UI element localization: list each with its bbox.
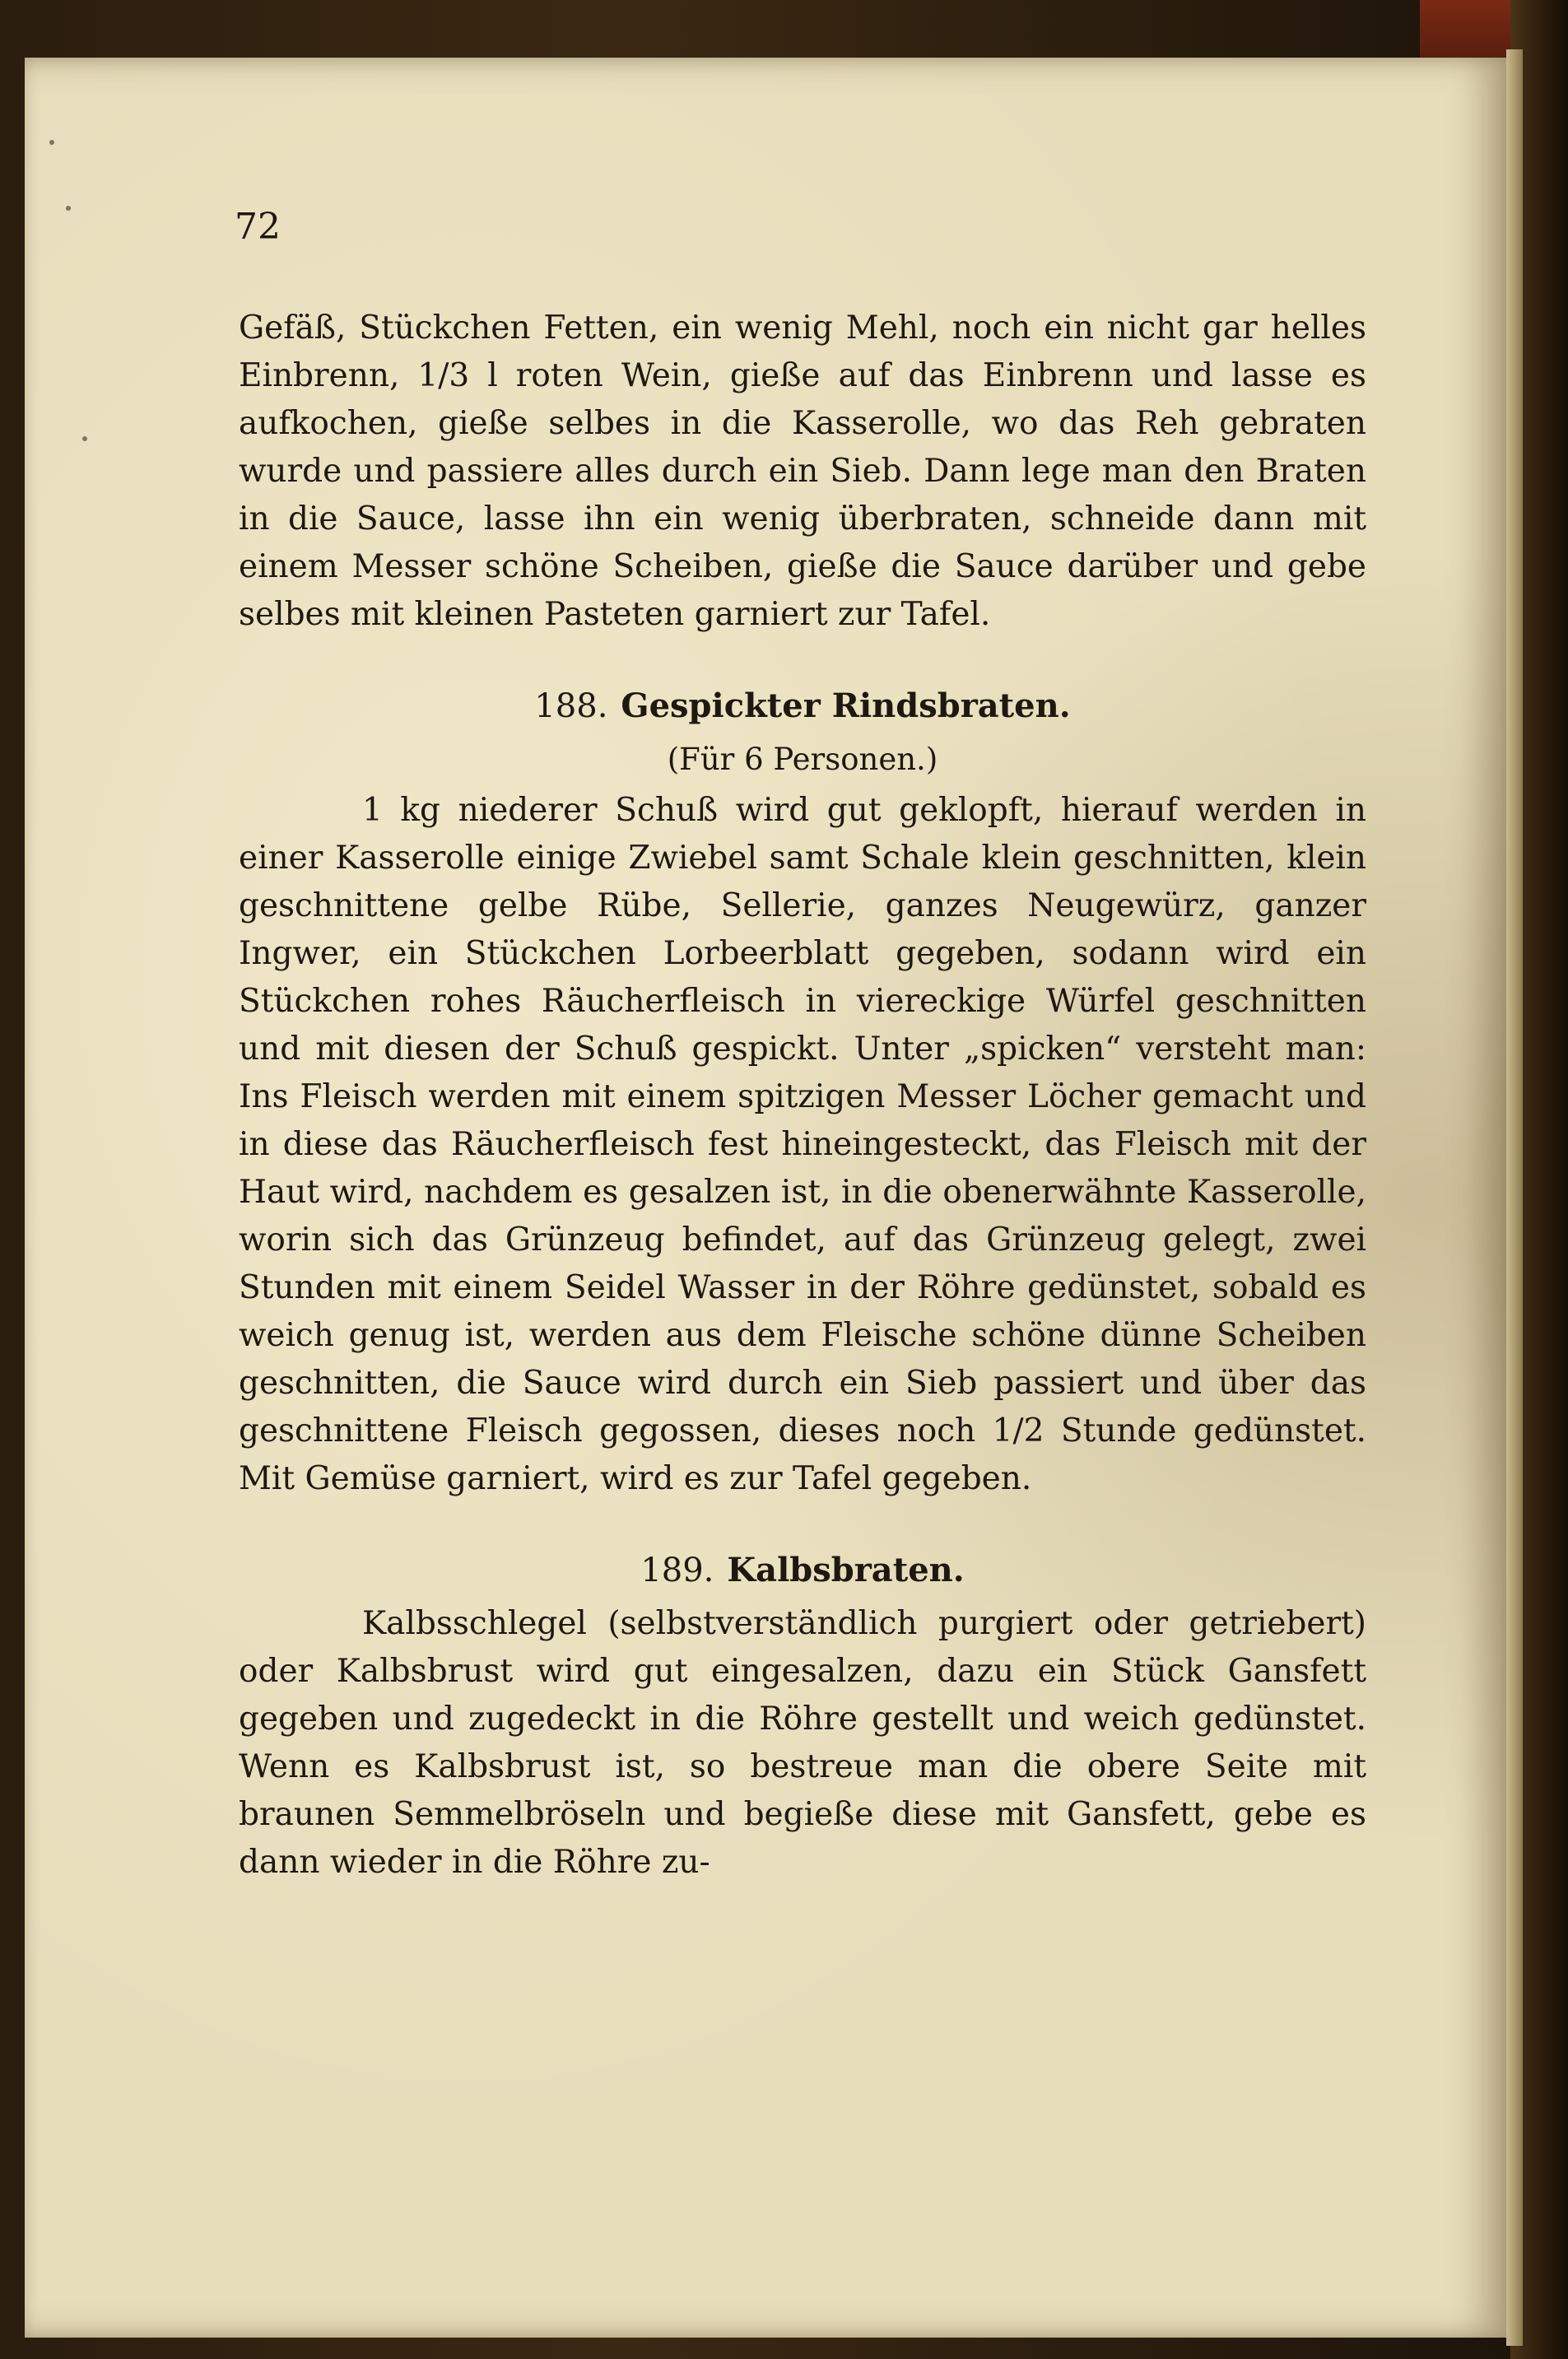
page-edge: [1506, 49, 1523, 2346]
page-text: [239, 305, 1366, 1887]
recipe-title: Kalbsbraten.: [727, 1551, 965, 1589]
paper-fleck: [49, 140, 54, 145]
recipe-heading-188: [239, 682, 1366, 731]
recipe-servings: (Für 6 Personen.): [667, 742, 938, 777]
page-number: 72: [235, 206, 281, 248]
recipe-heading-189: [239, 1546, 1366, 1595]
recipe-number: 188.: [534, 687, 608, 725]
recipe-number: 189.: [640, 1552, 714, 1589]
paper-fleck: [82, 436, 87, 441]
paragraph-continuation: Gefäß, Stückchen Fetten, ein wenig Mehl, noch ein nicht gar helles Einbrenn, 1/3 l roten Wein, gieße auf das Einbrenn und lasse es aufkochen, gieße selbes in die Kasserolle, wo das Reh gebraten wurde und passiere alles durch ein Sieb. Dann lege man den Braten in die Sauce, lasse ihn ein wenig überbraten, schneide dann mit einem Messer schöne Scheiben, gieße die Sauce darüber und gebe selbes mit kleinen Pasteten garniert zur Tafel.: [239, 309, 1366, 633]
paper-fleck: [66, 206, 71, 211]
recipe-text-189: Kalbsschlegel (selbstverständlich purgiert oder getriebert) oder Kalbsbrust wird gut eingesalzen, dazu ein Stück Gansfett gegeben und zugedeckt in die Röhre gestellt und weich gedünstet. Wenn es Kalbsbrust ist, so bestreue man die obere Seite mit braunen Semmelbröseln und begieße diese mit Gansfett, gebe es dann wieder in die Röhre zu-: [239, 1605, 1366, 1881]
recipe-text-188: 1 kg niederer Schuß wird gut geklopft, hierauf werden in einer Kasserolle einige Zwiebel samt Schale klein geschnitten, klein geschnittene gelbe Rübe, Sellerie, ganzes Neugewürz, ganzer Ingwer, ein Stückchen Lorbeerblatt gegeben, sodann wird ein Stückchen rohes Räucherfleisch in viereckige Würfel geschnitten und mit diesen der Schuß gespickt. Unter „spicken“ versteht man: Ins Fleisch werden mit einem spitzigen Messer Löcher gemacht und in diese das Räucherfleisch fest hineingesteckt, das Fleisch mit der Haut wird, nachdem es gesalzen ist, in die obenerwähnte Kasserolle, worin sich das Grünzeug befindet, auf das Grünzeug gelegt, zwei Stunden mit einem Seidel Wasser in der Röhre gedünstet, sobald es weich genug ist, werden aus dem Fleische schöne dünne Scheiben geschnitten, die Sauce wird durch ein Sieb passiert und über das geschnittene Fleisch gegossen, dieses noch 1/2 Stunde gedünstet. Mit Gemüse garniert, wird es zur Tafel gegeben.: [239, 792, 1366, 1497]
recipe-title: Gespickter Rindsbraten.: [621, 686, 1071, 725]
